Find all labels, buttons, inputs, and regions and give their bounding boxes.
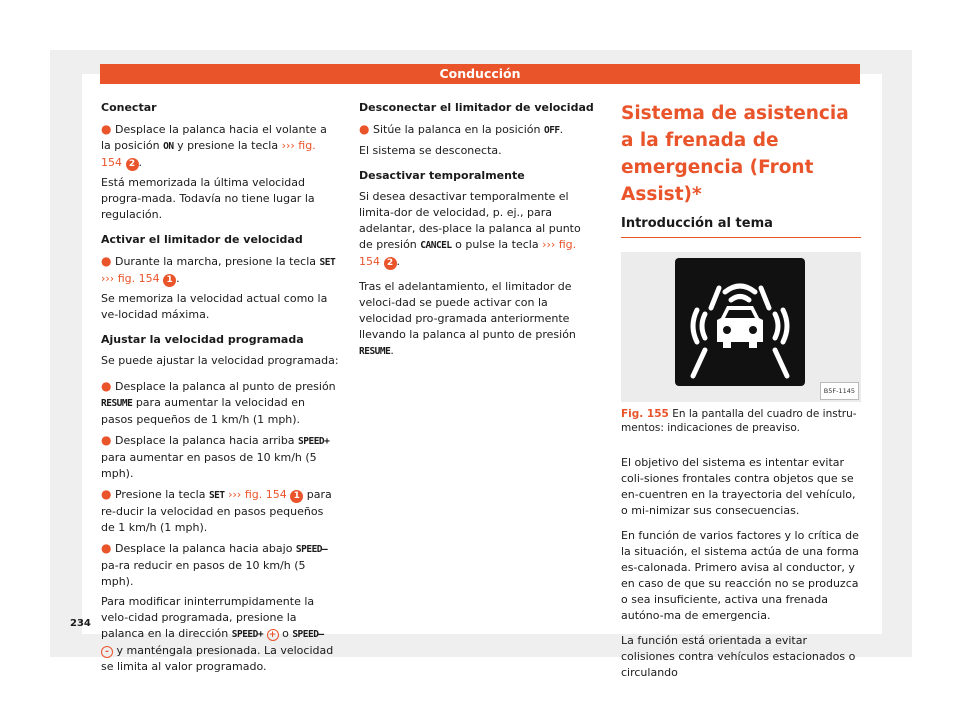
minus-symbol: - (101, 646, 113, 658)
figure-code: B5F-1145 (820, 382, 859, 400)
column-1 (101, 100, 339, 684)
key-label: ON (163, 141, 174, 152)
key-label: OFF (543, 125, 560, 136)
callout-number: 2 (384, 257, 397, 270)
figure-link[interactable]: ››› fig. 154 (228, 488, 287, 501)
figure-link[interactable]: ››› fig. 154 (101, 272, 160, 285)
heading-desactivar: Desactivar temporalmente (359, 169, 525, 182)
paragraph: El objetivo del sistema es intentar evitar coli-siones frontales contra objetos que se en-cuentren en la trayectoria del vehículo, o mi-nimizar sus consecuencias. (621, 456, 856, 517)
key-label: RESUME (101, 398, 133, 409)
bullet-item: ● Desplace la palanca hacia arriba SPEED+ para aumentar en pasos de 10 km/h (5 mph). (101, 433, 330, 480)
bullet-icon: ● (101, 122, 112, 136)
key-label: SPEED+ (298, 436, 330, 447)
paragraph: Si desea desactivar temporalmente el limita-dor de velocidad, p. ej., para adelantar, des-place la palanca al punto de presión CANCEL o pulse la tecla ››› fig. 154 2 . (359, 190, 581, 268)
key-label: SPEED– (292, 629, 324, 640)
section-main-title: Sistema de asistencia a la frenada de emergencia (Front Assist)* (621, 103, 849, 205)
instrument-display (675, 258, 805, 386)
figure-label: Fig. 155 (621, 408, 669, 420)
paragraph: Se puede ajustar la velocidad programada: (101, 354, 339, 367)
heading-desconectar: Desconectar el limitador de velocidad (359, 101, 594, 114)
figure-link[interactable]: ››› fig. 154 (101, 139, 316, 169)
bullet-item: ● Durante la marcha, presione la tecla SET ››› fig. 154 1 . (101, 254, 336, 285)
bullet-item: ● Desplace la palanca hacia abajo SPEED– pa-ra reducir en pasos de 10 km/h (5 mph). (101, 541, 328, 588)
page-number: 234 (70, 618, 91, 629)
plus-symbol: + (267, 629, 279, 641)
chapter-header: Conducción (100, 64, 860, 84)
bullet-item: ● Sitúe la palanca en la posición OFF. (359, 122, 564, 136)
front-assist-warning-icon (675, 258, 805, 386)
callout-number: 2 (126, 158, 139, 171)
bullet-item: ● Desplace la palanca al punto de presión RESUME para aumentar la velocidad en pasos pequeños de 1 km/h (1 mph). (101, 379, 336, 426)
callout-number: 1 (290, 490, 303, 503)
column-2 (359, 100, 597, 369)
heading-conectar: Conectar (101, 101, 157, 114)
figure-155 (621, 252, 861, 402)
bullet-icon: ● (101, 433, 112, 447)
key-label: SET (208, 490, 225, 501)
callout-number: 1 (163, 274, 176, 287)
paragraph: Está memorizada la última velocidad progra-mada. Todavía no tiene lugar la regulación. (101, 176, 315, 221)
bullet-icon: ● (101, 541, 112, 555)
heading-ajustar: Ajustar la velocidad programada (101, 333, 304, 346)
key-label: SPEED– (295, 544, 328, 555)
bullet-item: ● Desplace la palanca hacia el volante a la posición ON y presione la tecla ››› fig. 154 2 . (101, 122, 327, 169)
paragraph: En función de varios factores y lo crítica de la situación, el sistema actúa de una forma es-calonada. Primero avisa al conductor, y en caso de que su reacción no se produzca o sea insuficiente, activa una frenada autóno-ma de emergencia. (621, 529, 859, 622)
column-3 (621, 100, 861, 690)
paragraph: Se memoriza la velocidad actual como la ve-locidad máxima. (101, 292, 328, 321)
key-label: RESUME (359, 346, 391, 357)
figure-caption: Fig. 155 En la pantalla del cuadro de instru-mentos: indicaciones de preaviso. (621, 408, 857, 434)
bullet-icon: ● (359, 122, 370, 136)
bullet-icon: ● (101, 254, 112, 268)
heading-activar: Activar el limitador de velocidad (101, 233, 303, 246)
key-label: CANCEL (420, 240, 452, 251)
bullet-icon: ● (101, 487, 112, 501)
section-subtitle: Introducción al tema (621, 216, 861, 238)
paragraph: Tras el adelantamiento, el limitador de veloci-dad se puede activar con la velocidad pro-gramada anteriormente llevando la palanca al punto de presión RESUME. (359, 280, 576, 357)
paragraph: Para modificar ininterrumpidamente la velo-cidad programada, presione la palanca en la dirección SPEED+ + o SPEED– - y manténgala presionada. La velocidad se limita al valor programado. (101, 595, 334, 673)
bullet-icon: ● (101, 379, 112, 393)
figure-link[interactable]: ››› fig. 154 (359, 238, 577, 268)
paragraph: El sistema se desconecta. (359, 144, 502, 157)
key-label: SPEED+ (231, 629, 264, 640)
key-label: SET (319, 257, 336, 268)
bullet-item: ● Presione la tecla SET ››› fig. 154 1 para re-ducir la velocidad en pasos pequeños de 1 km/h (1 mph). (101, 487, 332, 534)
paragraph: La función está orientada a evitar colisiones contra vehículos estacionados o circulando (621, 634, 856, 679)
